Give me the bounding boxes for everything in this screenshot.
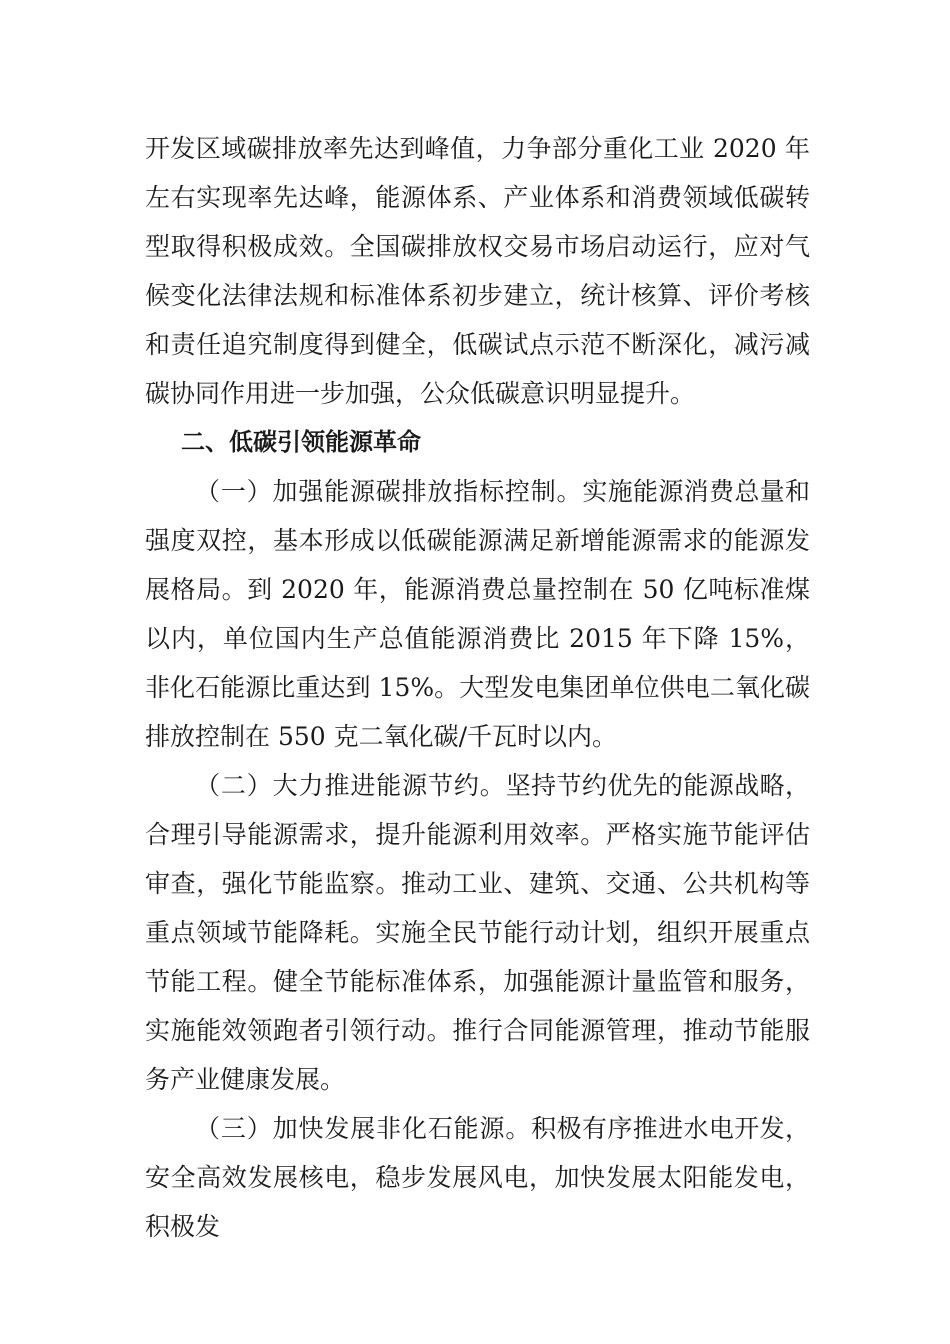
item-paragraph-3 [145, 1104, 810, 1251]
body-text [145, 124, 810, 1251]
item-text: 积极有序推进水电开发，安全高效发展核电，稳步发展风电，加快发展太阳能发电，积极发 [145, 1114, 810, 1241]
continued-paragraph [145, 124, 810, 418]
item-lead: （二）大力推进能源节约。 [195, 771, 506, 800]
item-paragraph-1 [145, 467, 810, 761]
paragraph-text: 开发区域碳排放率先达到峰值，力争部分重化工业 2020 年左右实现率先达峰，能源体系、产业体系和消费领域低碳转型取得积极成效。全国碳排放权交易市场启动运行，应对气候变化法律法规和标准体系初步建立，统计核算、评价考核和责任追究制度得到健全，低碳试点示范不断深化，减污减碳协同作用进一步加强，公众低碳意识明显提升。 [145, 134, 810, 408]
item-paragraph-2 [145, 761, 810, 1104]
item-lead: （三）加快发展非化石能源。 [195, 1114, 532, 1143]
item-text: 实施能源消费总量和强度双控，基本形成以低碳能源满足新增能源需求的能源发展格局。到 2020 年，能源消费总量控制在 50 亿吨标准煤以内，单位国内生产总值能源消费比 2015 年下降 15%，非化石能源比重达到 15%。大型发电集团单位供电二氧化碳排放控制在 550 克二氧化碳/千瓦时以内。 [145, 477, 810, 751]
section-heading: 二、低碳引领能源革命 [181, 428, 421, 456]
item-lead: （一）加强能源碳排放指标控制。 [195, 477, 583, 506]
item-text: 坚持节约优先的能源战略，合理引导能源需求，提升能源利用效率。严格实施节能评估审查，强化节能监察。推动工业、建筑、交通、公共机构等重点领域节能降耗。实施全民节能行动计划，组织开展重点节能工程。健全节能标准体系，加强能源计量监管和服务，实施能效领跑者引领行动。推行合同能源管理，推动节能服务产业健康发展。 [145, 771, 810, 1094]
